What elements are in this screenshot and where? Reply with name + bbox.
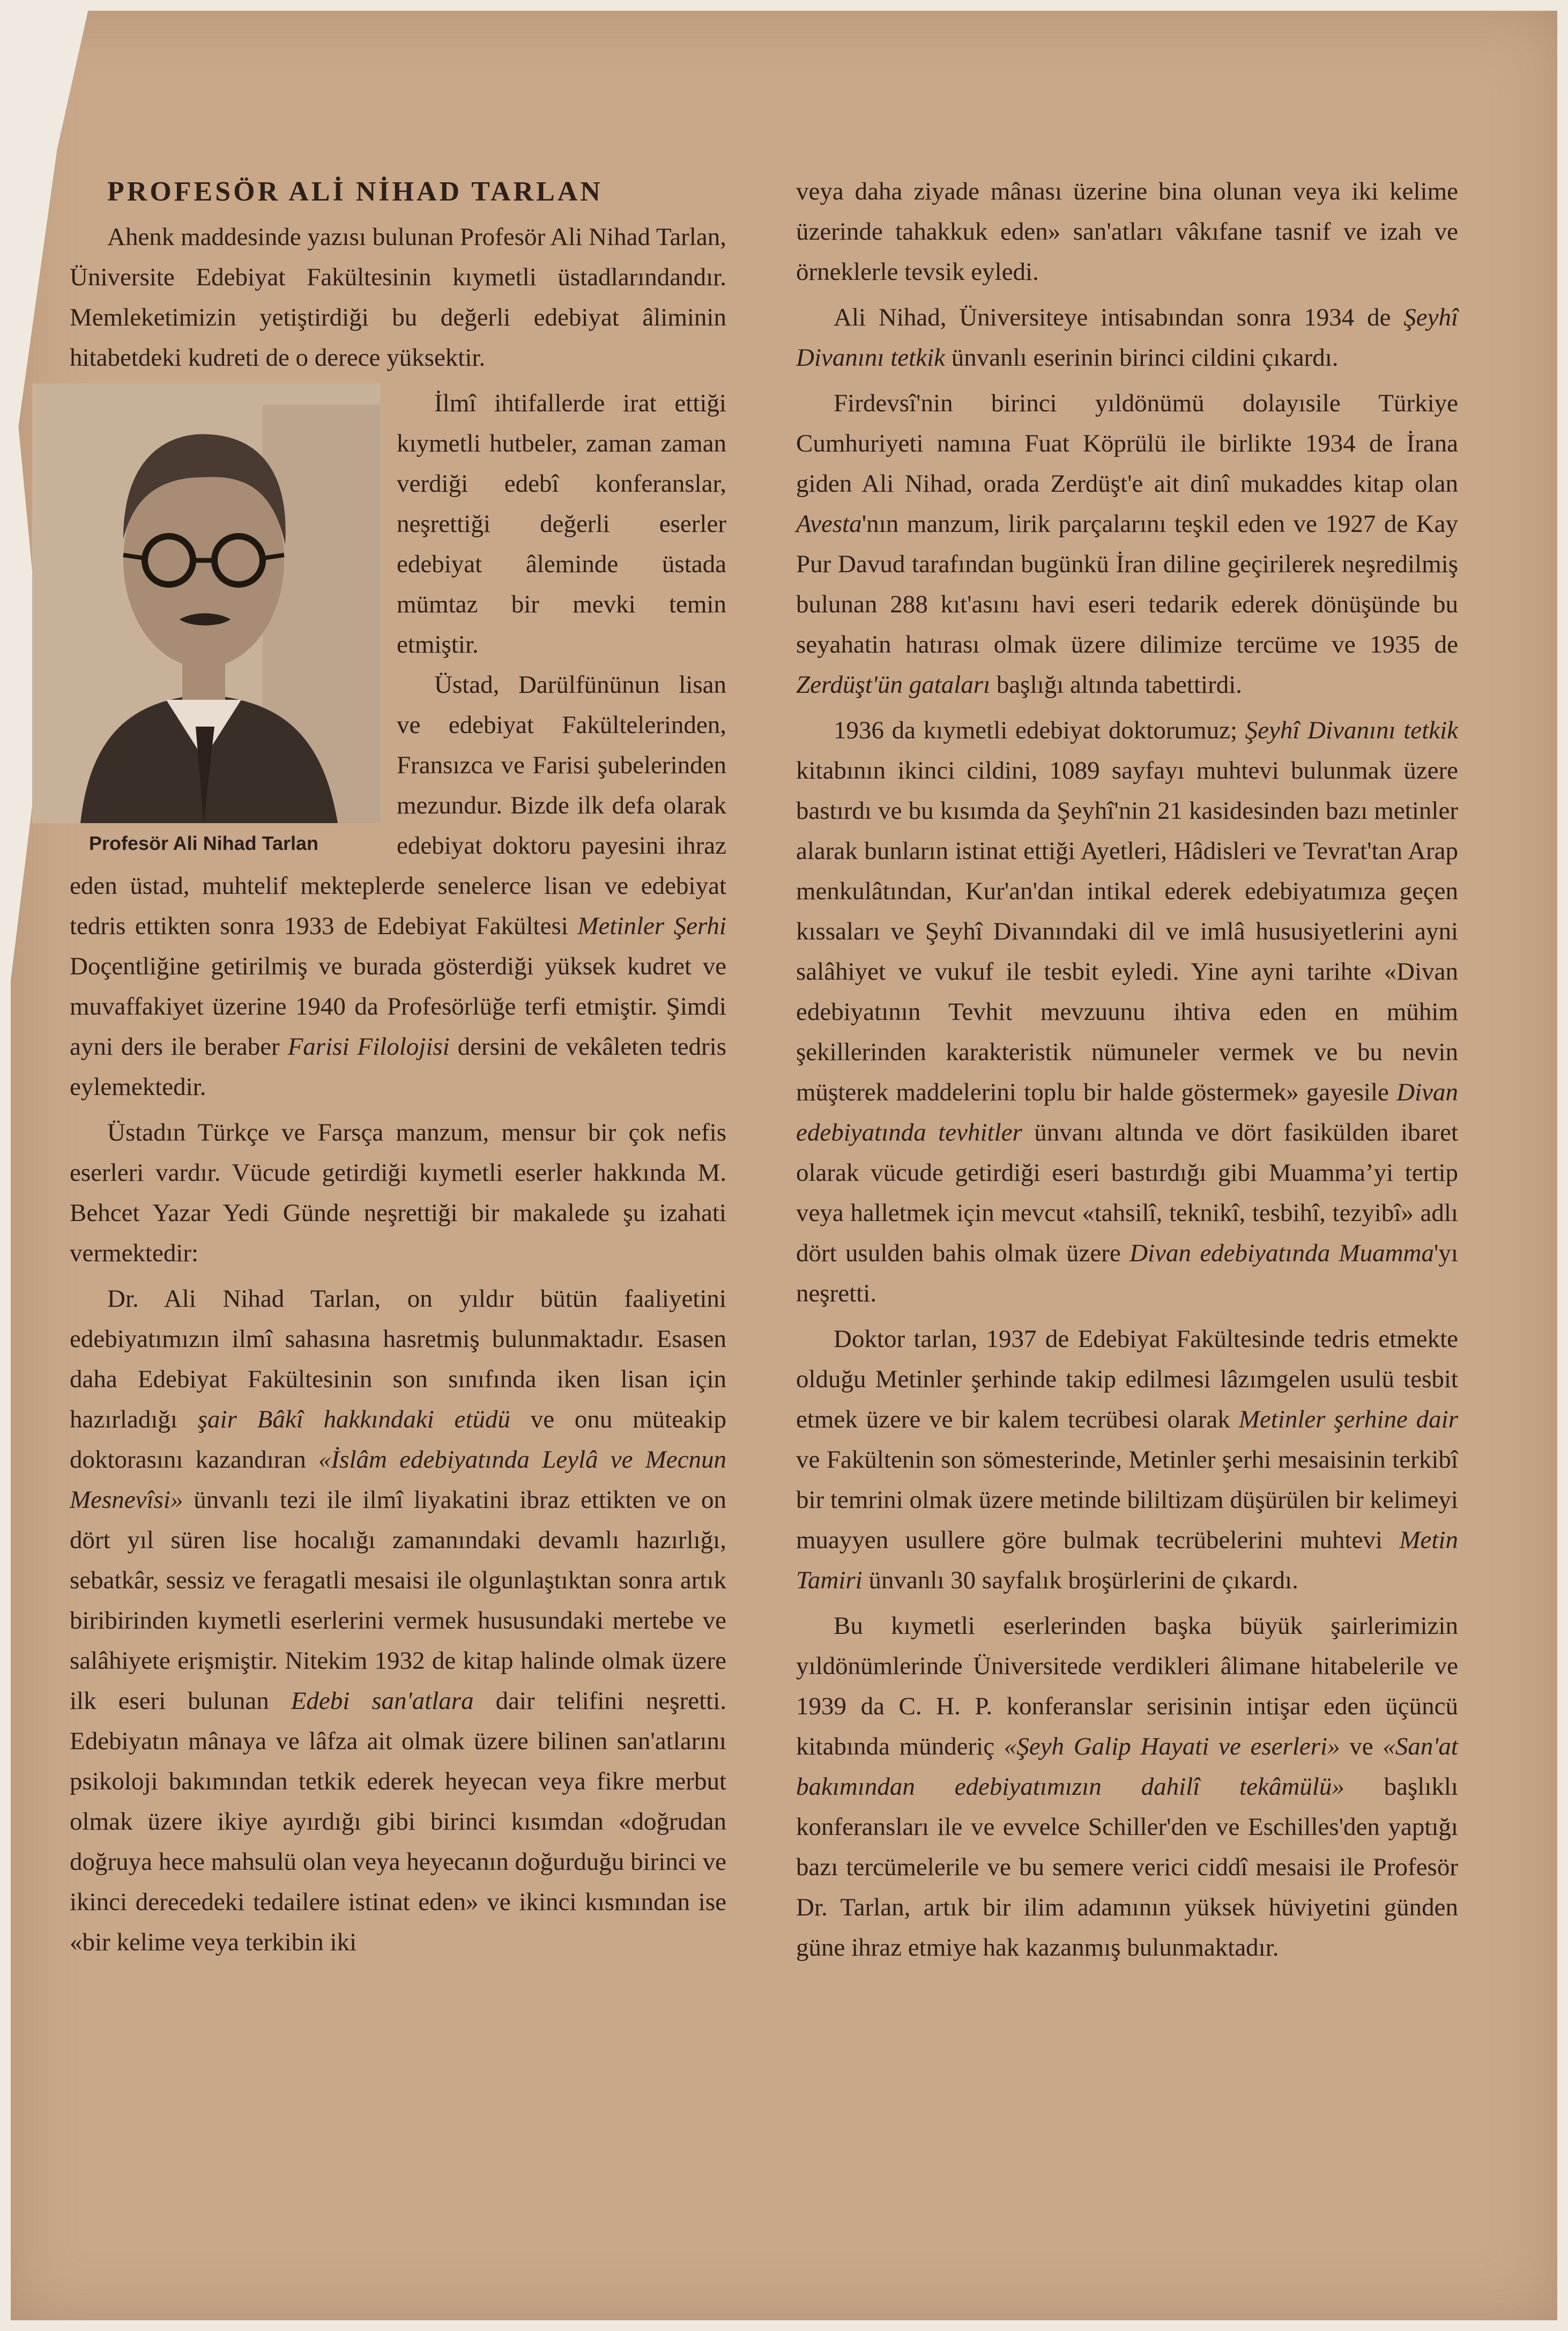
portrait-illustration — [32, 383, 381, 823]
course-title-farisi: Farisi Filolojisi — [287, 1033, 450, 1061]
work-title-tevhitler: Divan edebiyatında tevhitler — [796, 1078, 1458, 1146]
paragraph-continuation: veya daha ziyade mânası üzerine bina olunan veya iki kelime üzerinde tahakkuk eden» san'atları vâkıfane tasnif ve izah ve örneklerle tevsik eyledi. — [796, 177, 1458, 286]
firdevsi-text-b: 'nın manzum, lirik parçalarını teşkil eden ve 1927 de Kay Pur Davud tarafından bugünkü İran diline geçirilerek neşredilmiş bulunan 288 kıt'asını havi eseri tedarik ederek dönüşünde bu seyahatin hatırası olmak üzere dilimize tercüme ve 1935 de — [796, 510, 1458, 658]
paragraph-1936 — [796, 711, 1458, 1314]
firdevsi-text-c: başlığı altında tabettirdi. — [990, 671, 1243, 699]
firdevsi-text-a: Firdevsî'nin birinci yıldönümü dolayısile Türkiye Cumhuriyeti namına Fuat Köprülü ile birlikte 1934 de İrana giden Ali Nihad, orada Zerdüşt'e ait dinî mukaddes kitap olan — [796, 389, 1458, 498]
work-title-seyh-galip: «Şeyh Galip Hayati ve eserleri» — [1004, 1733, 1340, 1760]
work-title-metinler-serhine: Metinler şerhine dair — [1238, 1405, 1458, 1433]
seyhi-text-a: Ali Nihad, Üniversiteye intisabından sonra 1934 de — [834, 304, 1404, 331]
paragraph-1937 — [796, 1319, 1458, 1601]
conclusion-text-b: ve — [1340, 1733, 1383, 1760]
paragraph-intro: Ahenk maddesinde yazısı bulunan Profesör Ali Nihad Tarlan, Üniversite Edebiyat Fakültesinin kıymetli üstadlarındandır. Memleketimizin yetiştirdiği bu değerli edebiyat âliminin hitabetdeki kudreti de o derece yüksektir. — [70, 223, 726, 372]
paragraph-works: Üstadın Türkçe ve Farsça manzum, mensur bir çok nefis eserleri vardır. Vücude getirdiği kıymetli eserler hakkında M. Behcet Yazar Yedi Günde neşrettiği bir makalede şu izahati vermektedir: — [70, 1119, 726, 1267]
portrait-photo — [32, 383, 381, 823]
paragraph-education-text-b: Doçentliğine getirilmiş ve burada gösterdiği yüksek kudret ve muvaffakiyet üzerine 1940 da Profesörlüğe terfi etmiştir. Şimdi ayni ders ile beraber — [70, 952, 726, 1061]
work-title-sanat-bakimindan: «San'at bakımından edebiyatımızın dahilî tekâmülü» — [796, 1733, 1458, 1801]
work-title-edebi-sanatlar: Edebi san'atlara — [291, 1687, 474, 1715]
y1936-text-b: kitabının ikinci cildini, 1089 sayfayı muhtevi bulunmak üzere bastırdı ve bu kısımda da Şeyhî'nin 21 kasidesinden bazı metinler alarak bunların istinat ettiği Ayetleri, Hâdisleri ve Tevrat'tan Arap menkulâtından, Kur'an'dan intikal ederek edebiyatımıza geçen kıssaları ve Şeyhî Divanındaki dil ve imlâ hususiyetlerini ayni salâhiyet ve vukuf ile tesbit eyledi. Yine ayni tarihte «Divan edebiyatının Tevhit mevzuunu ihtiva eden en mühim şekillerinden karakteristik nümuneler vermek ve bu nevin müşterek maddelerini toplu bir halde göstermek» gayesile — [796, 757, 1458, 1106]
right-column — [796, 172, 1458, 1973]
article-headline: PROFESÖR ALİ NİHAD TARLAN — [107, 176, 603, 207]
paragraph-with-photo — [70, 383, 726, 1107]
y1936-text-a: 1936 da kıymetli edebiyat doktorumuz; — [834, 716, 1245, 744]
conclusion-text-a: Bu kıymetli eserlerinden başka büyük şairlerimizin yıldönümlerinde Üniversitede verdikleri âlimane hitabelerile ve 1939 da C. H. P. konferanslar serisinin intişar eden üçüncü kitabında münderiç — [796, 1612, 1458, 1760]
portrait-figure — [32, 383, 375, 854]
photo-caption: Profesör Ali Nihad Tarlan — [88, 832, 319, 854]
work-title-seyhi-2: Şeyhî Divanını tetkik — [1245, 716, 1458, 744]
quote-text-c: ünvanlı tezi ile ilmî liyakatini ibraz ettikten ve on dört yıl süren lise hocalığı zamanındaki devamlı hazırlığı, sebatkâr, sessiz ve feragatli mesaisi ile olgunlaştıktan sonra artık biribirinden kıymetli eserlerini vermek hususundaki mertebe ve salâhiyete erişmiştir. Nitekim 1932 de kitap halinde olmak üzere ilk eseri bulunan — [70, 1486, 726, 1715]
y1936-text-c: ünvanı altında ve dört fasikülden ibaret olarak vücude getirdiği eseri bastırdığı gibi Muammaʼyi tertip veya halletmek için mevcut «tahsilî, teknikî, tesbihî, tezyibî» adlı dört usulden bahis olmak üzere — [796, 1119, 1458, 1267]
work-title-baki: şair Bâkî hakkındaki etüdü — [197, 1405, 510, 1433]
work-title-metin-tamiri: Metin Tamiri — [796, 1526, 1458, 1594]
paragraph-firdevsi — [796, 383, 1458, 705]
quote-text-d: dair telifini neşretti. Edebiyatın mânaya ve lâfza ait olmak üzere bilinen san'atlarını psikoloji bakımından tetkik ederek heyecan veya fikre merbut olmak üzere ikiye ayırdığı gibi birinci kısımdan «doğrudan doğruya hece mahsulü olan veya heyecanın doğurduğu birinci ve ikinci derecedeki tedailere istinat eden» ve ikinci kısmından ise «bir kelime veya terkibin iki — [70, 1687, 727, 1956]
y1936-text-d: 'yı neşretti. — [796, 1239, 1458, 1307]
quote-text-b: ve onu müteakip doktorasını kazandıran — [70, 1405, 726, 1474]
work-title-seyhi: Şeyhî Divanını tetkik — [796, 304, 1458, 372]
left-column — [70, 172, 726, 1968]
conclusion-text-c: başlıklı konferansları ile ve evvelce Schiller'den ve Eschilles'den yaptığı bazı tercümelerile ve bu semere verici ciddî mesaisi ile Profesör Dr. Tarlan, artık bir ilim adamının yüksek hüviyetini günden güne ihraz etmiye hak kazanmış bulunmaktadır. — [796, 1773, 1458, 1962]
work-title-avesta: Avesta — [796, 510, 862, 538]
y1937-text-a: Doktor tarlan, 1937 de Edebiyat Fakültesinde tedris etmekte olduğu Metinler şerhinde takip edilmesi lâzımgelen usulü tesbit etmek üzere ve bir kalem tecrübesi olarak — [796, 1325, 1458, 1433]
paragraph-education-text-a: Üstad, Darülfününun lisan ve edebiyat Fakültelerinden, Fransızca ve Farisi şubelerinden mezundur. Bizde ilk defa olarak edebiyat doktoru payesini ihraz eden üstad, muhtelif mekteplerde senelerce lisan ve edebiyat tedris ettikten sonra 1933 de Edebiyat Fakültesi — [70, 671, 726, 940]
paragraph-quote — [70, 1279, 726, 1963]
paragraph-achievements: İlmî ihtifallerde irat ettiği kıymetli hutbeler, zaman zaman verdiği edebî konferanslar, neşrettiği değerli eserler edebiyat âleminde üstada mümtaz bir mevki temin etmiştir. — [397, 389, 726, 658]
quote-text-a: Dr. Ali Nihad Tarlan, on yıldır bütün faaliyetini edebiyatımızın ilmî sahasına hasretmiş bulunmaktadır. Esasen daha Edebiyat Fakültesinin son sınıfında iken lisan için hazırladığı — [70, 1285, 726, 1433]
paragraph-education-text-c: dersini de vekâleten tedris eylemektedir. — [70, 1033, 726, 1101]
y1937-text-c: ünvanlı 30 sayfalık broşürlerini de çıkardı. — [862, 1566, 1298, 1594]
work-title-muamma: Divan edebiyatında Muamma — [1129, 1239, 1434, 1267]
paragraph-seyhi-1 — [796, 298, 1458, 378]
paragraph-conclusion — [796, 1606, 1458, 1968]
work-title-leyla: «İslâm edebiyatında Leylâ ve Mecnun Mesnevîsi» — [70, 1446, 726, 1514]
course-title-metinler: Metinler Şerhi — [577, 912, 726, 940]
work-title-zerdust: Zerdüşt'ün gataları — [796, 671, 991, 699]
y1937-text-b: ve Fakültenin son sömesterinde, Metinler şerhi mesaisinin terkibî bir temrini olmak üzere metinde bililtizam düşürülen bir kelimeyi muayyen usullere göre bulmak tecrübelerini muhtevi — [796, 1446, 1458, 1554]
seyhi-text-b: ünvanlı eserinin birinci cildini çıkardı. — [945, 344, 1339, 372]
